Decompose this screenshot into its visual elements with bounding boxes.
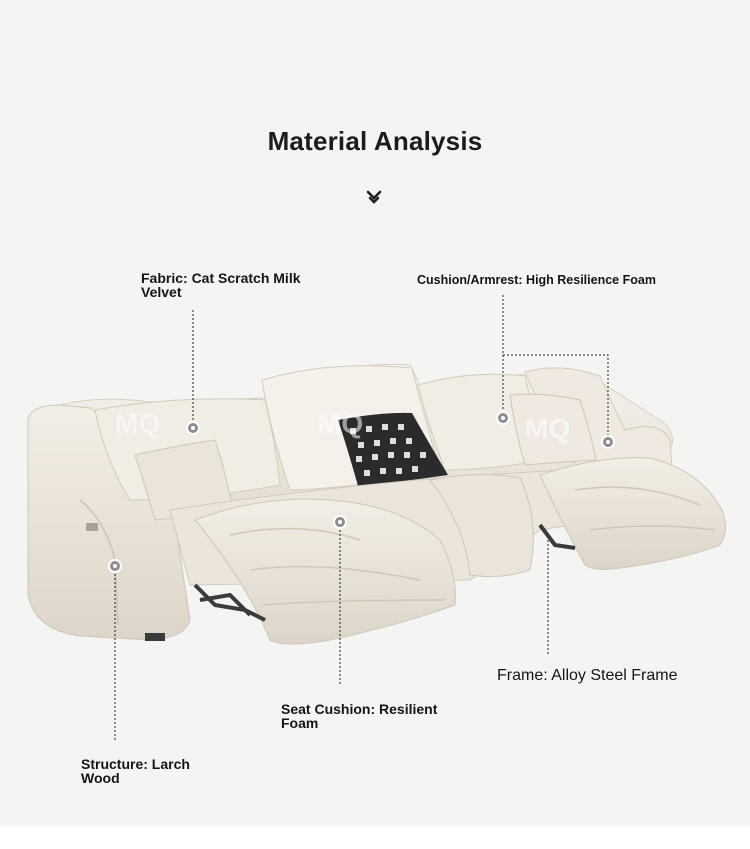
svg-text:MQ: MQ — [318, 408, 364, 439]
page-title: Material Analysis — [267, 126, 483, 156]
callout-seat-cushion: Seat Cushion: Resilient Foam — [281, 701, 438, 731]
bottom-band — [0, 826, 750, 849]
callout-frame: Frame: Alloy Steel Frame — [497, 667, 678, 684]
callout-fabric: Fabric: Cat Scratch Milk Velvet — [141, 270, 301, 300]
callout-structure: Structure: Larch Wood — [81, 756, 190, 786]
sofa-foot — [145, 633, 165, 641]
leg-rest-right — [540, 458, 726, 570]
svg-text:MQ: MQ — [115, 408, 161, 439]
callout-cushion-armrest: Cushion/Armrest: High Resilience Foam — [417, 273, 656, 287]
recline-button-icon — [86, 523, 98, 531]
svg-text:MQ: MQ — [525, 413, 571, 444]
